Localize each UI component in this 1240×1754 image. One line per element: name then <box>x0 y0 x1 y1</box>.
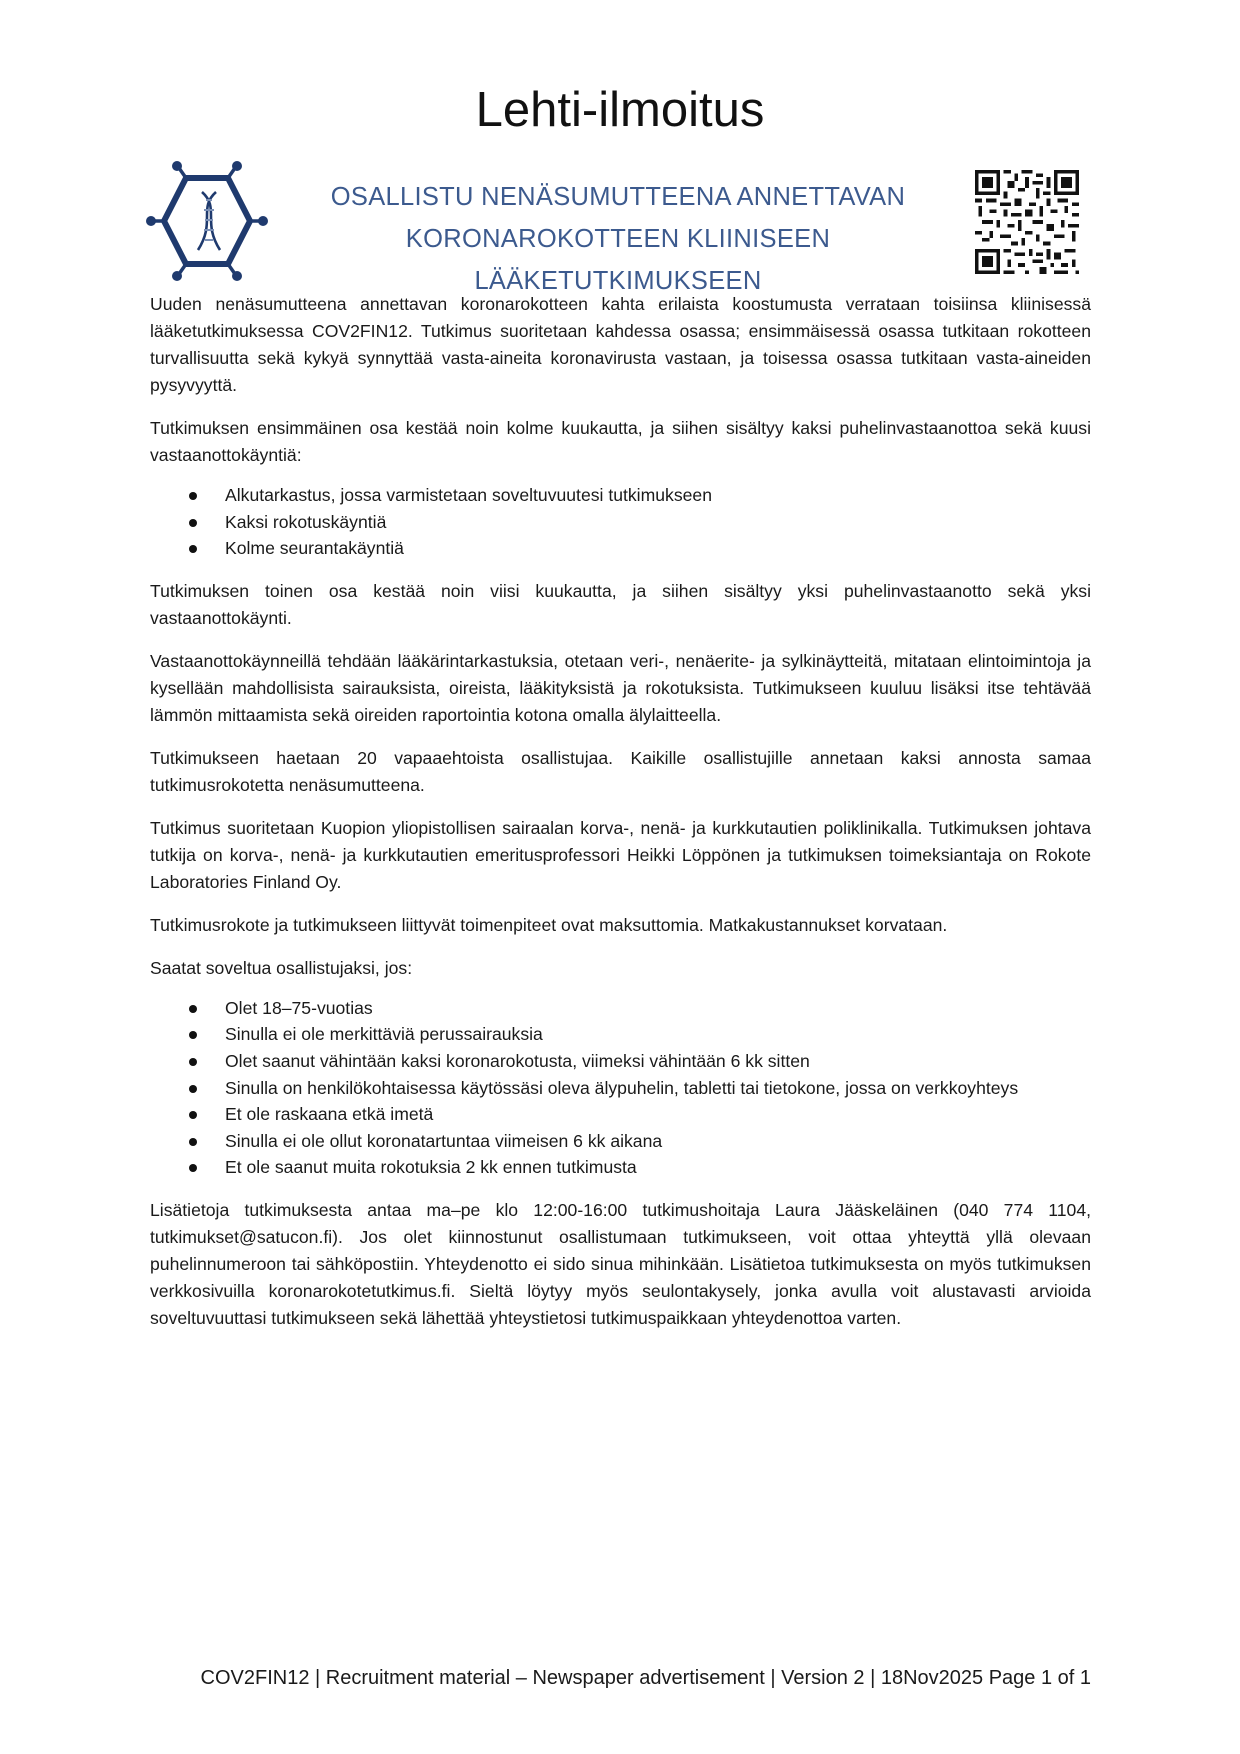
intro-paragraph: Uuden nenäsumutteena annettavan koronarokotteen kahta erilaista koostumusta verrataan toisiinsa kliinisessä lääketutkimuksessa COV2FIN12. Tutkimus suoritetaan kahdessa osassa; ensimmäisessä osassa tutkitaan rokotteen turvallisuutta sekä kykyä synnyttää vasta-aineita koronavirusta vastaan, ja toisessa osassa tutkitaan vasta-aineiden pysyvyyttä. <box>150 294 1091 395</box>
bullet-icon <box>189 1058 197 1066</box>
visit-list <box>150 482 1091 562</box>
eligibility-list <box>150 995 1091 1181</box>
list-item: Olet 18–75-vuotias <box>150 995 1091 1022</box>
bullet-icon <box>189 519 197 527</box>
qr-code-icon[interactable] <box>975 170 1079 274</box>
list-item: Sinulla ei ole merkittäviä perussairauksia <box>150 1021 1091 1048</box>
bullet-icon <box>189 545 197 553</box>
contact-paragraph: Lisätietoja tutkimuksesta antaa ma–pe klo 12:00-16:00 tutkimushoitaja Laura Jääskeläinen (040 774 1104, tutkimukset@satucon.fi). Jos olet kiinnostunut osallistumaan tutkimukseen, voit ottaa yhteyttä yllä olevaan puhelinnumeroon tai sähköpostiin. Yhteydenotto ei sido sinua mihinkään. Lisätietoa tutkimuksesta on myös tutkimuksen verkkosivuilla koronarokotetutkimus.fi. Sieltä löytyy myös seulontakysely, jonka avulla voit alustavasti arvioida soveltuvuuttasi tutkimukseen sekä lähettää yhteystietosi tutkimuspaikkaan yhteydenottoa varten. <box>150 1199 1091 1328</box>
participants-paragraph: Tutkimukseen haetaan 20 vapaaehtoista osallistujaa. Kaikille osallistujille annetaan kaksi annosta samaa tutkimusrokotetta nenäsumutteena. <box>150 747 1091 795</box>
location-paragraph: Tutkimus suoritetaan Kuopion yliopistollisen sairaalan korva-, nenä- ja kurkkutautien poliklinikalla. Tutkimuksen johtava tutkija on korva-, nenä- ja kurkkutautien emeritusprofessori Heikki Löppönen ja tutkimuksen toimeksiantaja on Rokote Laboratories Finland Oy. <box>150 817 1091 892</box>
list-item: Kaksi rokotuskäyntiä <box>150 509 1091 536</box>
banner-line-2: KORONAROKOTTEEN KLIINISEEN LÄÄKETUTKIMUKSEEN <box>405 225 831 295</box>
part-one-paragraph: Tutkimuksen ensimmäinen osa kestää noin kolme kuukautta, ja siihen sisältyy kaksi puhelinvastaanottoa sekä kuusi vastaanottokäyntiä: <box>150 418 1091 465</box>
bullet-icon <box>189 492 197 500</box>
bullet-icon <box>189 1005 197 1013</box>
bullet-icon <box>189 1085 197 1093</box>
bullet-icon <box>189 1031 197 1039</box>
bullet-icon <box>189 1138 197 1146</box>
list-item: Et ole saanut muita rokotuksia 2 kk ennen tutkimusta <box>150 1154 1091 1181</box>
page-footer: COV2FIN12 | Recruitment material – Newspaper advertisement | Version 2 | 18Nov2025 Page 1 of 1 <box>200 1667 1091 1689</box>
bullet-icon <box>189 1111 197 1119</box>
virus-dna-icon <box>146 160 268 282</box>
visits-paragraph: Vastaanottokäynneillä tehdään lääkärintarkastuksia, otetaan veri-, nenäerite- ja sylkinäytteitä, mitataan elintoimintoja ja kysellään mahdollisista sairauksista, oireista, lääkityksistä ja rokotuksista. Tutkimukseen kuuluu lisäksi itse tehtävää lämmön mittaamista sekä oireiden raportointia kotona omalla älylaitteella. <box>150 650 1091 725</box>
bullet-icon <box>189 1164 197 1172</box>
list-item: Olet saanut vähintään kaksi koronarokotusta, viimeksi vähintään 6 kk sitten <box>150 1048 1091 1075</box>
study-banner <box>268 176 968 302</box>
part-two-paragraph: Tutkimuksen toinen osa kestää noin viisi kuukautta, ja siihen sisältyy yksi puhelinvastaanotto sekä yksi vastaanottokäynti. <box>150 580 1091 628</box>
list-item: Et ole raskaana etkä imetä <box>150 1101 1091 1128</box>
list-item: Sinulla on henkilökohtaisessa käytössäsi oleva älypuhelin, tabletti tai tietokone, jossa on verkkoyhteys <box>150 1075 1091 1102</box>
banner-line-1: OSALLISTU NENÄSUMUTTEENA ANNETTAVAN <box>330 183 906 211</box>
costs-paragraph: Tutkimusrokote ja tutkimukseen liittyvät toimenpiteet ovat maksuttomia. Matkakustannukset korvataan. <box>150 914 948 935</box>
list-item: Kolme seurantakäyntiä <box>150 535 1091 562</box>
article-body <box>150 291 1091 1348</box>
list-item: Alkutarkastus, jossa varmistetaan soveltuvuutesi tutkimukseen <box>150 482 1091 509</box>
list-item: Sinulla ei ole ollut koronatartuntaa viimeisen 6 kk aikana <box>150 1128 1091 1155</box>
eligibility-intro: Saatat soveltua osallistujaksi, jos: <box>150 957 413 978</box>
page-title: Lehti-ilmoitus <box>475 83 765 137</box>
